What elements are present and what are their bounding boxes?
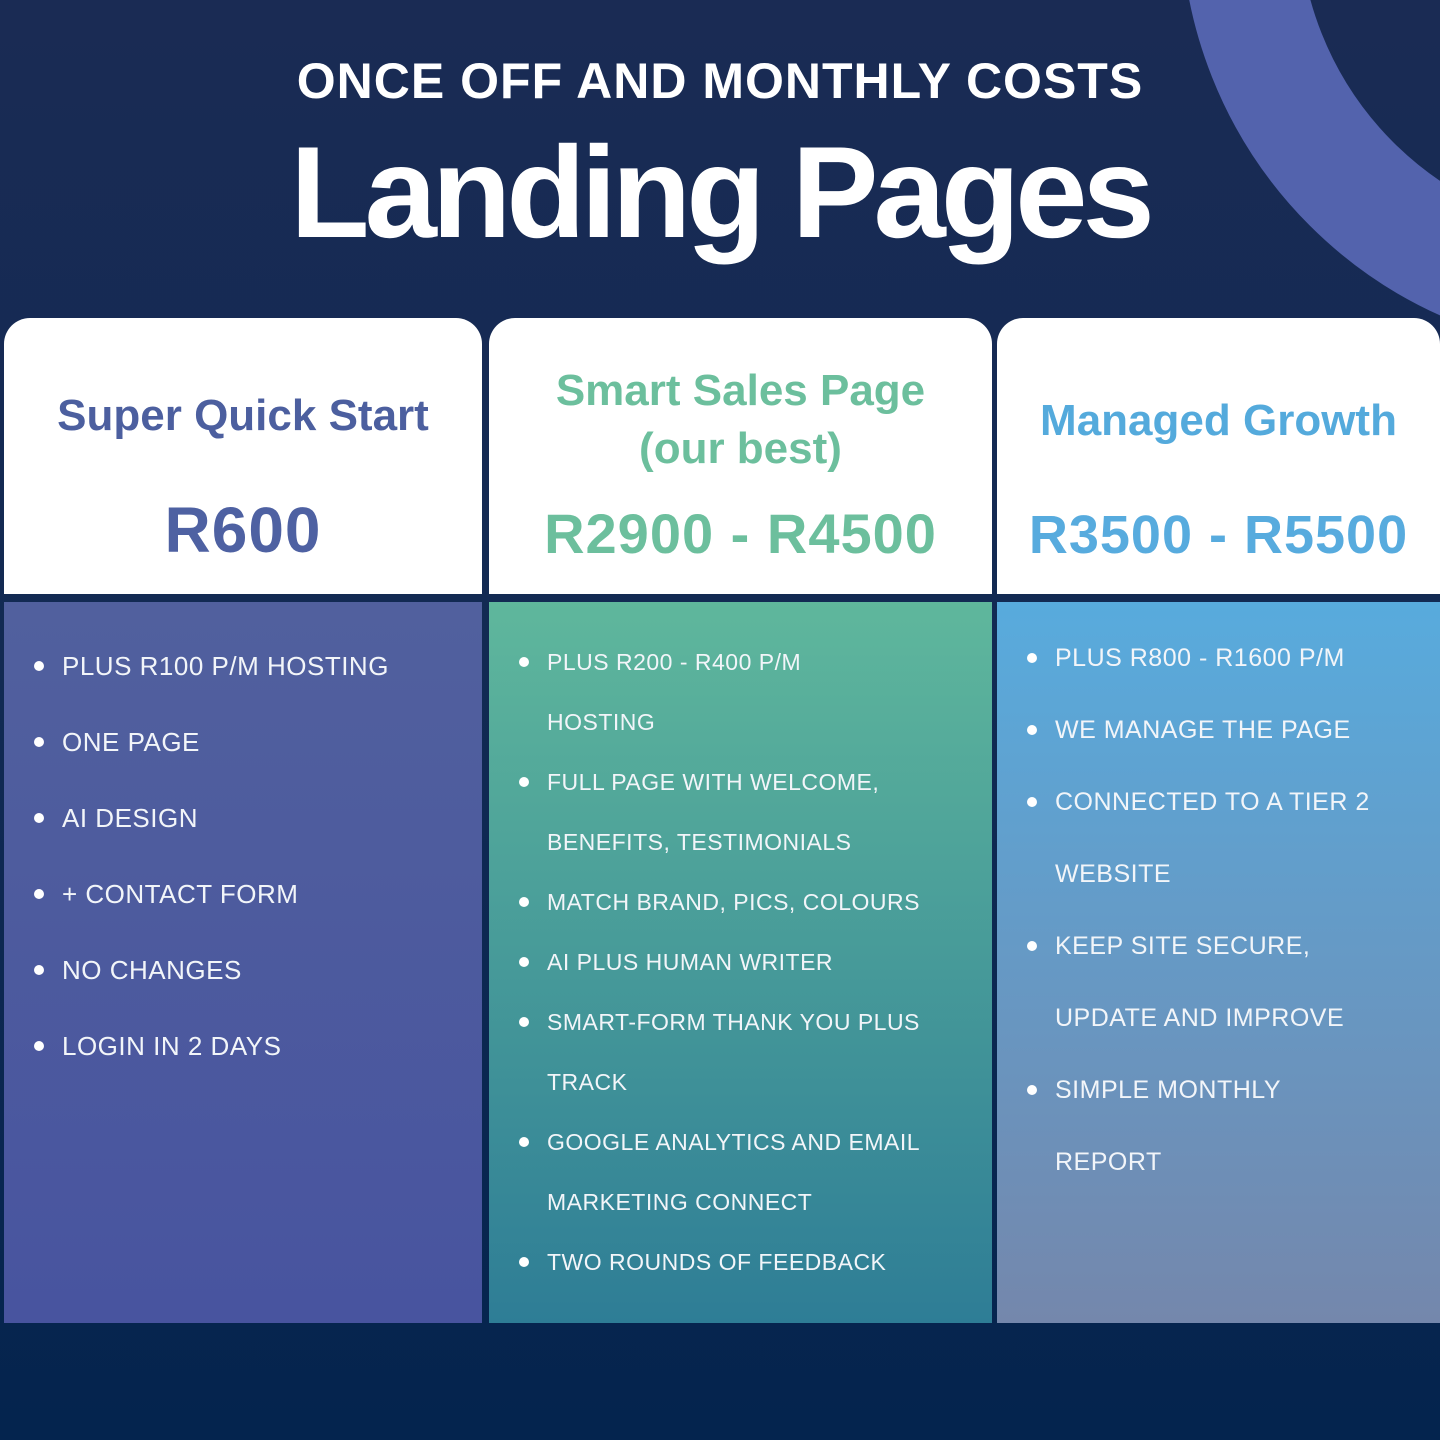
card-managed-growth — [997, 318, 1440, 1323]
card-price: R3500 - R5500 — [1028, 505, 1409, 565]
feature-item — [489, 1232, 992, 1292]
feature-text: FULL PAGE WITH WELCOME, — [547, 768, 880, 795]
feature-text: PLUS R800 - R1600 P/M — [1055, 643, 1345, 672]
feature-text: WE MANAGE THE PAGE — [1055, 715, 1351, 744]
card-title-area — [556, 318, 925, 506]
bullet-spacer — [519, 837, 529, 847]
feature-item — [489, 1112, 992, 1172]
feature-text: NO CHANGES — [62, 954, 242, 985]
feature-text: + CONTACT FORM — [62, 878, 299, 909]
feature-item — [4, 780, 482, 856]
feature-text: GOOGLE ANALYTICS AND EMAIL — [547, 1128, 921, 1155]
feature-text: AI DESIGN — [62, 802, 198, 833]
feature-list — [997, 602, 1440, 1323]
feature-item — [4, 704, 482, 780]
card-header — [4, 318, 482, 594]
feature-text: HOSTING — [547, 708, 656, 735]
feature-text: KEEP SITE SECURE, — [1055, 931, 1311, 960]
bullet-dot — [34, 1041, 44, 1051]
feature-item — [4, 628, 482, 704]
feature-item-continuation — [997, 838, 1440, 910]
feature-text: MATCH BRAND, PICS, COLOURS — [547, 888, 920, 915]
feature-text: CONNECTED TO A TIER 2 — [1055, 787, 1370, 816]
feature-item-continuation — [489, 692, 992, 752]
bullet-spacer — [1027, 1157, 1037, 1167]
feature-text: AI PLUS HUMAN WRITER — [547, 948, 834, 975]
feature-item — [489, 632, 992, 692]
bullet-spacer — [1027, 869, 1037, 879]
feature-item — [489, 992, 992, 1052]
feature-item — [997, 694, 1440, 766]
card-price: R2900 - R4500 — [544, 502, 937, 565]
feature-text: PLUS R100 P/M HOSTING — [62, 650, 389, 681]
poster-title: Landing Pages — [290, 119, 1150, 265]
card-header — [489, 318, 992, 594]
card-title-line-2: (our best) — [639, 424, 842, 473]
bullet-dot — [34, 965, 44, 975]
bullet-spacer — [519, 1077, 529, 1087]
feature-item — [997, 622, 1440, 694]
bullet-dot — [1027, 797, 1037, 807]
feature-item-continuation — [489, 1172, 992, 1232]
feature-item — [997, 1054, 1440, 1126]
card-title: Managed Growth — [1040, 396, 1397, 445]
bullet-spacer — [519, 1197, 529, 1207]
bullet-dot — [519, 1137, 529, 1147]
feature-text: SIMPLE MONTHLY — [1055, 1075, 1282, 1104]
feature-item — [997, 910, 1440, 982]
feature-text: SMART-FORM THANK YOU PLUS — [547, 1008, 920, 1035]
card-smart-sales-page — [489, 318, 992, 1323]
feature-item — [489, 752, 992, 812]
feature-text: REPORT — [1055, 1147, 1162, 1176]
card-title-area — [57, 318, 429, 498]
card-header — [997, 318, 1440, 594]
bullet-spacer — [1027, 1013, 1037, 1023]
bullet-dot — [1027, 941, 1037, 951]
bullet-dot — [519, 897, 529, 907]
feature-text: MARKETING CONNECT — [547, 1188, 813, 1215]
feature-list — [489, 602, 992, 1323]
bullet-dot — [1027, 725, 1037, 735]
feature-item-continuation — [489, 812, 992, 872]
feature-item — [997, 766, 1440, 838]
feature-text: TRACK — [547, 1068, 628, 1095]
card-title: Super Quick Start — [57, 391, 429, 440]
card-title-line-1: Smart Sales Page — [555, 366, 926, 415]
feature-text: LOGIN IN 2 DAYS — [62, 1030, 282, 1061]
bullet-dot — [519, 777, 529, 787]
feature-item — [4, 856, 482, 932]
feature-item-continuation — [997, 982, 1440, 1054]
feature-item — [489, 872, 992, 932]
bullet-dot — [1027, 653, 1037, 663]
bullet-dot — [34, 889, 44, 899]
feature-item — [489, 932, 992, 992]
bullet-dot — [519, 1017, 529, 1027]
feature-text: WEBSITE — [1055, 859, 1172, 888]
feature-item-continuation — [997, 1126, 1440, 1198]
feature-text: TWO ROUNDS OF FEEDBACK — [547, 1248, 887, 1275]
feature-text: UPDATE AND IMPROVE — [1055, 1003, 1345, 1032]
bullet-dot — [1027, 1085, 1037, 1095]
card-price: R600 — [164, 494, 322, 566]
pricing-cards-row — [4, 318, 1440, 1323]
feature-item-continuation — [489, 1052, 992, 1112]
card-super-quick-start — [4, 318, 482, 1323]
feature-text: ONE PAGE — [62, 726, 200, 757]
bullet-spacer — [519, 717, 529, 727]
bullet-dot — [519, 657, 529, 667]
bullet-dot — [34, 813, 44, 823]
bullet-dot — [519, 957, 529, 967]
poster-eyebrow: ONCE OFF AND MONTHLY COSTS — [296, 53, 1144, 109]
feature-list — [4, 602, 482, 1323]
feature-text: BENEFITS, TESTIMONIALS — [547, 828, 852, 855]
bullet-dot — [34, 737, 44, 747]
card-title-area — [1040, 318, 1397, 508]
bullet-dot — [519, 1257, 529, 1267]
feature-item — [4, 932, 482, 1008]
bullet-dot — [34, 661, 44, 671]
feature-item — [4, 1008, 482, 1084]
feature-text: PLUS R200 - R400 P/M — [547, 648, 802, 675]
